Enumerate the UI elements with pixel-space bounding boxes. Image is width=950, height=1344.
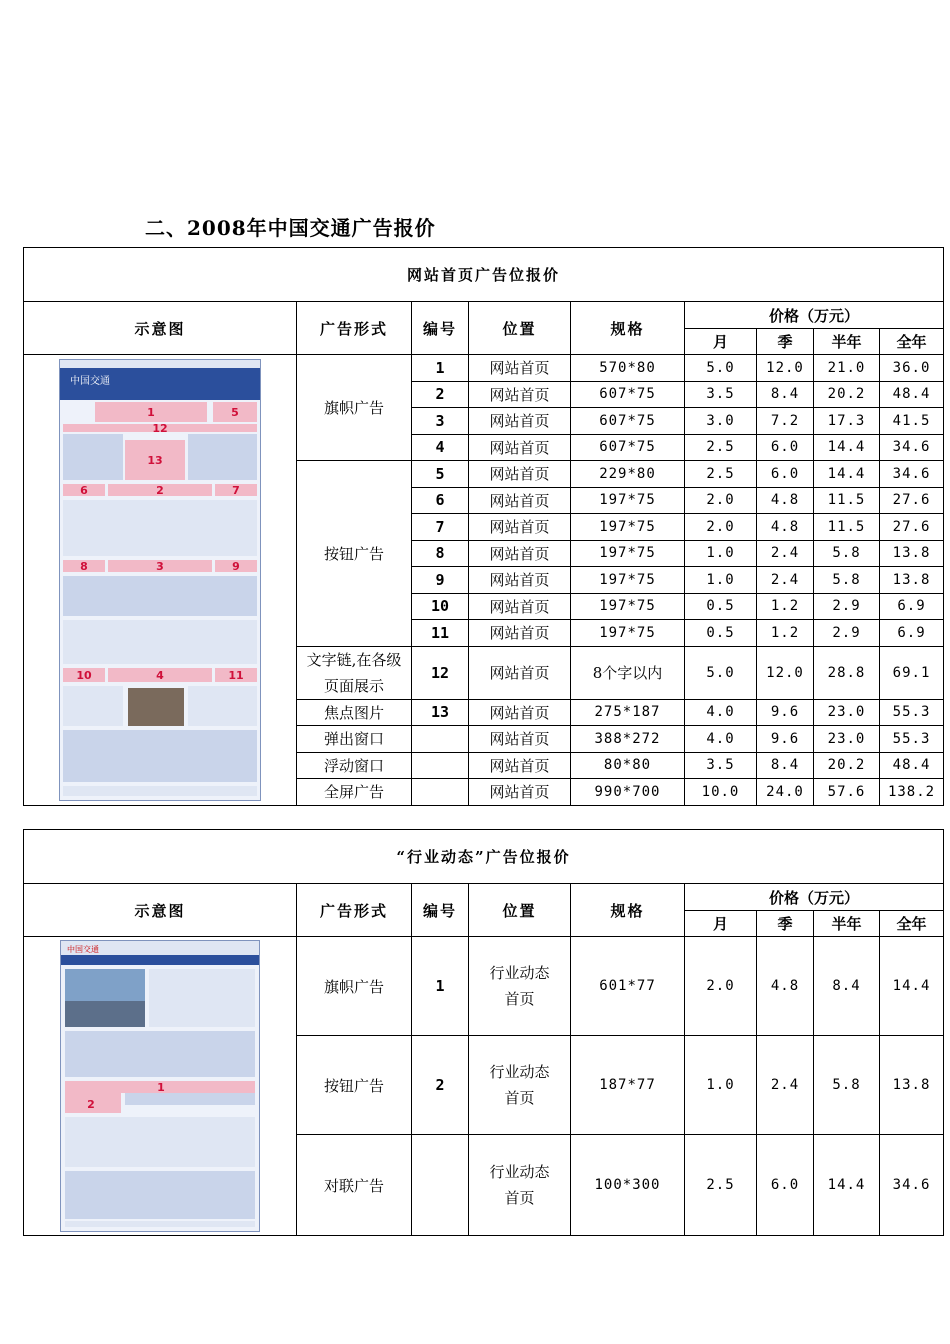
row2-number: 2: [412, 381, 469, 408]
t2-format-couplet: 对联广告: [297, 1135, 412, 1236]
row1-season: 12.0: [757, 355, 814, 382]
row5-half-year: 14.4: [814, 461, 880, 488]
row13-month: 4.0: [685, 699, 757, 726]
row2-half-year: 20.2: [814, 381, 880, 408]
svg-text:中国交通: 中国交通: [67, 945, 99, 954]
header-full-year: 全年: [880, 329, 944, 355]
row7-full-year: 27.6: [880, 514, 944, 541]
row11-position: 网站首页: [469, 620, 571, 647]
row3-spec: 607*75: [571, 408, 685, 435]
t2-row3-spec: 100*300: [571, 1135, 685, 1236]
row12-month: 5.0: [685, 646, 757, 699]
header-full-year-2: 全年: [880, 911, 944, 937]
t2-row2-position: 行业动态首页: [469, 1036, 571, 1135]
row1-month: 5.0: [685, 355, 757, 382]
row12-number: 12: [412, 646, 469, 699]
row10-season: 1.2: [757, 593, 814, 620]
row12-position: 网站首页: [469, 646, 571, 699]
row12-spec: 8个字以内: [571, 646, 685, 699]
row11-month: 0.5: [685, 620, 757, 647]
t2-row2-season: 2.4: [757, 1036, 814, 1135]
table1-title: 网站首页广告位报价: [24, 248, 944, 302]
row4-number: 4: [412, 434, 469, 461]
row9-full-year: 13.8: [880, 567, 944, 594]
row8-position: 网站首页: [469, 540, 571, 567]
header-position: 位置: [469, 302, 571, 355]
format-text-link: 文字链,在各级页面展示: [297, 646, 412, 699]
thumb-label-10: 10: [76, 668, 92, 682]
row14-position: 网站首页: [469, 726, 571, 753]
row11-half-year: 2.9: [814, 620, 880, 647]
row3-half-year: 17.3: [814, 408, 880, 435]
row6-full-year: 27.6: [880, 487, 944, 514]
row15-number: [412, 752, 469, 779]
thumb2-label-1: 1: [157, 1081, 165, 1094]
row2-full-year: 48.4: [880, 381, 944, 408]
row9-half-year: 5.8: [814, 567, 880, 594]
t2-row3-full-year: 34.6: [880, 1135, 944, 1236]
row5-spec: 229*80: [571, 461, 685, 488]
t2-row3-half-year: 14.4: [814, 1135, 880, 1236]
format-button: 按钮广告: [297, 461, 412, 647]
t2-row2-month: 1.0: [685, 1036, 757, 1135]
t2-row1-spec: 601*77: [571, 937, 685, 1036]
row15-position: 网站首页: [469, 752, 571, 779]
header-half-year: 半年: [814, 329, 880, 355]
svg-text:中国交通: 中国交通: [70, 375, 110, 387]
row10-number: 10: [412, 593, 469, 620]
row5-month: 2.5: [685, 461, 757, 488]
row6-spec: 197*75: [571, 487, 685, 514]
row14-number: [412, 726, 469, 753]
header-spec-2: 规格: [571, 884, 685, 937]
t2-row2-spec: 187*77: [571, 1036, 685, 1135]
header-half-year-2: 半年: [814, 911, 880, 937]
row8-number: 8: [412, 540, 469, 567]
t2-row3-month: 2.5: [685, 1135, 757, 1236]
t2-row2-half-year: 5.8: [814, 1036, 880, 1135]
header-month: 月: [685, 329, 757, 355]
t2-row1-position: 行业动态首页: [469, 937, 571, 1036]
row14-season: 9.6: [757, 726, 814, 753]
row6-half-year: 11.5: [814, 487, 880, 514]
header-month-2: 月: [685, 911, 757, 937]
row3-month: 3.0: [685, 408, 757, 435]
table2-title: “行业动态”广告位报价: [24, 830, 944, 884]
row3-position: 网站首页: [469, 408, 571, 435]
row7-spec: 197*75: [571, 514, 685, 541]
row16-position: 网站首页: [469, 779, 571, 806]
row8-half-year: 5.8: [814, 540, 880, 567]
format-focus-image: 焦点图片: [297, 699, 412, 726]
row8-month: 1.0: [685, 540, 757, 567]
header-season-2: 季: [757, 911, 814, 937]
t2-row2-full-year: 13.8: [880, 1036, 944, 1135]
row1-number: 1: [412, 355, 469, 382]
row6-month: 2.0: [685, 487, 757, 514]
row16-month: 10.0: [685, 779, 757, 806]
row1-spec: 570*80: [571, 355, 685, 382]
row2-month: 3.5: [685, 381, 757, 408]
t2-row3-position: 行业动态首页: [469, 1135, 571, 1236]
row10-half-year: 2.9: [814, 593, 880, 620]
row9-season: 2.4: [757, 567, 814, 594]
row15-spec: 80*80: [571, 752, 685, 779]
thumb-label-13: 13: [147, 453, 163, 467]
row10-full-year: 6.9: [880, 593, 944, 620]
row14-half-year: 23.0: [814, 726, 880, 753]
row4-full-year: 34.6: [880, 434, 944, 461]
format-banner: 旗帜广告: [297, 355, 412, 461]
row15-full-year: 48.4: [880, 752, 944, 779]
row16-full-year: 138.2: [880, 779, 944, 806]
thumb-label-2: 2: [156, 483, 164, 497]
industry-news-thumbnail: [60, 940, 260, 1232]
header-format-2: 广告形式: [297, 884, 412, 937]
row6-position: 网站首页: [469, 487, 571, 514]
row7-season: 4.8: [757, 514, 814, 541]
row11-full-year: 6.9: [880, 620, 944, 647]
row6-season: 4.8: [757, 487, 814, 514]
row7-position: 网站首页: [469, 514, 571, 541]
row1-full-year: 36.0: [880, 355, 944, 382]
t2-row1-full-year: 14.4: [880, 937, 944, 1036]
row12-full-year: 69.1: [880, 646, 944, 699]
row3-number: 3: [412, 408, 469, 435]
row11-number: 11: [412, 620, 469, 647]
document-title: 二、2008年中国交通广告报价: [145, 216, 436, 240]
format-fullscreen-ad: 全屏广告: [297, 779, 412, 806]
row12-season: 12.0: [757, 646, 814, 699]
homepage-thumbnail: [59, 359, 261, 801]
t2-format-banner: 旗帜广告: [297, 937, 412, 1036]
t2-row2-number: 2: [412, 1036, 469, 1135]
thumb2-label-2: 2: [87, 1098, 95, 1111]
row8-full-year: 13.8: [880, 540, 944, 567]
t2-row1-month: 2.0: [685, 937, 757, 1036]
row13-number: 13: [412, 699, 469, 726]
row14-month: 4.0: [685, 726, 757, 753]
thumb-label-7: 7: [232, 483, 240, 497]
homepage-layout-diagram: [24, 355, 297, 806]
row5-full-year: 34.6: [880, 461, 944, 488]
t2-row1-number: 1: [412, 937, 469, 1036]
row4-position: 网站首页: [469, 434, 571, 461]
row7-half-year: 11.5: [814, 514, 880, 541]
row10-spec: 197*75: [571, 593, 685, 620]
header-season: 季: [757, 329, 814, 355]
row13-full-year: 55.3: [880, 699, 944, 726]
row4-half-year: 14.4: [814, 434, 880, 461]
thumb-label-8: 8: [80, 559, 88, 573]
row13-half-year: 23.0: [814, 699, 880, 726]
row9-number: 9: [412, 567, 469, 594]
row13-spec: 275*187: [571, 699, 685, 726]
row10-position: 网站首页: [469, 593, 571, 620]
row14-spec: 388*272: [571, 726, 685, 753]
row3-season: 7.2: [757, 408, 814, 435]
thumb-label-1: 1: [147, 405, 155, 419]
t2-row3-number: [412, 1135, 469, 1236]
row13-position: 网站首页: [469, 699, 571, 726]
thumb-label-11: 11: [228, 668, 244, 682]
industry-news-layout-diagram: [24, 937, 297, 1236]
row3-full-year: 41.5: [880, 408, 944, 435]
row11-season: 1.2: [757, 620, 814, 647]
thumb-label-9: 9: [232, 559, 240, 573]
header-diagram-2: 示意图: [24, 884, 297, 937]
row10-month: 0.5: [685, 593, 757, 620]
header-number-2: 编号: [412, 884, 469, 937]
thumb-label-6: 6: [80, 483, 88, 497]
header-number: 编号: [412, 302, 469, 355]
row2-spec: 607*75: [571, 381, 685, 408]
t2-row3-season: 6.0: [757, 1135, 814, 1236]
format-popup-window: 弹出窗口: [297, 726, 412, 753]
row16-number: [412, 779, 469, 806]
format-floating-window: 浮动窗口: [297, 752, 412, 779]
row1-half-year: 21.0: [814, 355, 880, 382]
row16-half-year: 57.6: [814, 779, 880, 806]
row16-spec: 990*700: [571, 779, 685, 806]
row11-spec: 197*75: [571, 620, 685, 647]
row9-spec: 197*75: [571, 567, 685, 594]
row14-full-year: 55.3: [880, 726, 944, 753]
row9-month: 1.0: [685, 567, 757, 594]
row16-season: 24.0: [757, 779, 814, 806]
row7-month: 2.0: [685, 514, 757, 541]
header-position-2: 位置: [469, 884, 571, 937]
row9-position: 网站首页: [469, 567, 571, 594]
row4-month: 2.5: [685, 434, 757, 461]
thumb-label-5: 5: [231, 405, 239, 419]
row15-season: 8.4: [757, 752, 814, 779]
thumb-label-3: 3: [156, 559, 164, 573]
row5-position: 网站首页: [469, 461, 571, 488]
row2-position: 网站首页: [469, 381, 571, 408]
header-price-2: 价格（万元）: [685, 884, 944, 911]
row2-season: 8.4: [757, 381, 814, 408]
row7-number: 7: [412, 514, 469, 541]
header-diagram: 示意图: [24, 302, 297, 355]
thumb-label-12: 12: [152, 421, 168, 435]
industry-news-ad-rate-table: [23, 829, 944, 1236]
row6-number: 6: [412, 487, 469, 514]
t2-format-button: 按钮广告: [297, 1036, 412, 1135]
thumb-label-4: 4: [156, 668, 164, 682]
row8-season: 2.4: [757, 540, 814, 567]
row4-spec: 607*75: [571, 434, 685, 461]
t2-row1-season: 4.8: [757, 937, 814, 1036]
homepage-ad-rate-table: [23, 247, 944, 806]
row15-half-year: 20.2: [814, 752, 880, 779]
header-price: 价格（万元）: [685, 302, 944, 329]
t2-row1-half-year: 8.4: [814, 937, 880, 1036]
row5-number: 5: [412, 461, 469, 488]
row5-season: 6.0: [757, 461, 814, 488]
header-spec: 规格: [571, 302, 685, 355]
row12-half-year: 28.8: [814, 646, 880, 699]
header-format: 广告形式: [297, 302, 412, 355]
row1-position: 网站首页: [469, 355, 571, 382]
row4-season: 6.0: [757, 434, 814, 461]
row13-season: 9.6: [757, 699, 814, 726]
row8-spec: 197*75: [571, 540, 685, 567]
row15-month: 3.5: [685, 752, 757, 779]
